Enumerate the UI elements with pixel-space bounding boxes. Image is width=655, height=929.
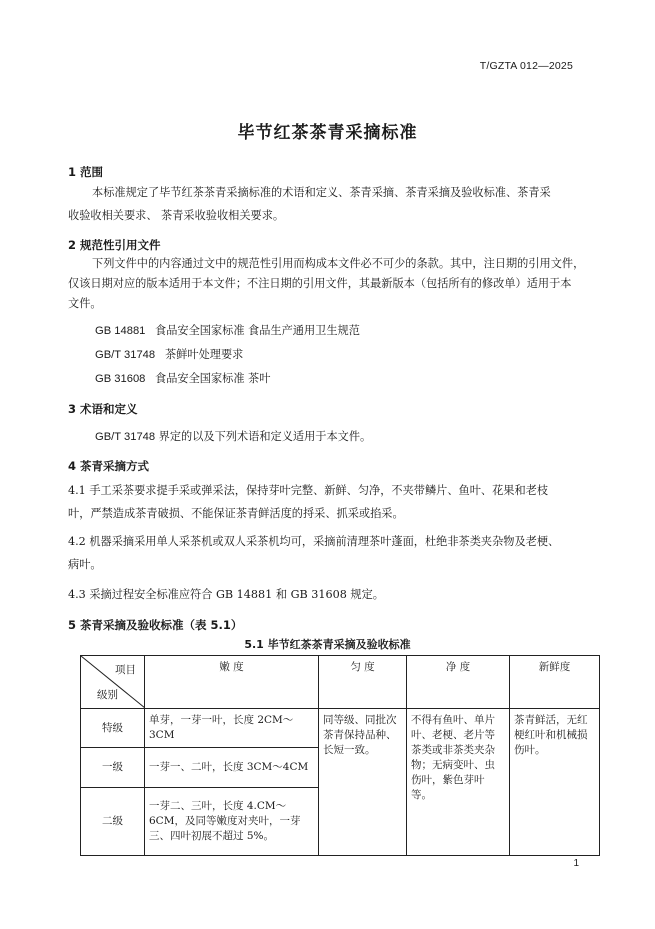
reference-item [95, 322, 360, 338]
cleanliness-cell: 不得有鱼叶、单片叶、老梗、老片等茶类或非茶类夹杂物；无病变叶、虫伤叶，紫色芽叶等。 [407, 709, 510, 856]
clause-4-1-line-2: 叶，严禁造成茶青破损、不能保证茶青鲜活度的捋采、抓采或掐采。 [68, 507, 404, 520]
tenderness-cell: 一芽二、三叶，长度 4.CM～6CM，及同等嫩度对夹叶，一芽三、四叶初展不超过 5%。 [145, 788, 319, 856]
grade-cell: 特级 [81, 709, 145, 748]
clause-4-2-line-2: 病叶。 [68, 558, 102, 571]
clause-4-1-line-1: 4.1 手工采茶要求提手采或弹采法，保持芽叶完整、新鲜、匀净，不夹带鳞片、鱼叶、花果和老枝 [68, 484, 549, 497]
header-item-label: 项目 [115, 664, 136, 676]
acceptance-table [80, 655, 600, 856]
section-3-code: GB/T 31748 [95, 431, 156, 443]
table-caption: 5.1 毕节红茶茶青采摘及验收标准 [244, 638, 411, 651]
tenderness-cell: 一芽一、二叶，长度 3CM～4CM [145, 748, 319, 788]
section-3-heading: 3 术语和定义 [68, 402, 138, 416]
section-4-heading: 4 茶青采摘方式 [68, 459, 150, 473]
reference-title: 食品安全国家标准 茶叶 [155, 372, 271, 385]
section-3-body [95, 428, 371, 444]
freshness-cell: 茶青鲜活，无红梗红叶和机械损伤叶。 [510, 709, 600, 856]
section-2-line-1: 下列文件中的内容通过文中的规范性引用而构成本文件必不可少的条款。其中，注日期的引用文件， [92, 257, 585, 270]
section-5-heading: 5 茶青采摘及验收标准（表 5.1） [68, 618, 243, 632]
reference-title: 食品安全国家标准 食品生产通用卫生规范 [155, 324, 360, 337]
grade-cell: 一级 [81, 748, 145, 788]
page-title: 毕节红茶茶青采摘标准 [237, 123, 418, 143]
header-tenderness: 嫩 度 [145, 656, 319, 709]
table-row [81, 709, 600, 748]
section-1-heading: 1 范围 [68, 165, 104, 179]
header-grade-label: 级别 [97, 689, 118, 701]
page-number: 1 [573, 858, 579, 869]
tenderness-cell: 单芽，一芽一叶，长度 2CM～3CM [145, 709, 319, 748]
section-2-line-2: 仅该日期对应的版本适用于本文件；不注日期的引用文件，其最新版本（包括所有的修改单）适用于本 [68, 277, 572, 290]
reference-title: 茶鲜叶处理要求 [165, 348, 244, 361]
section-2-line-3: 文件。 [68, 297, 102, 310]
reference-code: GB 31608 [95, 373, 146, 385]
reference-item [95, 370, 270, 386]
clause-4-3: 4.3 采摘过程安全标准应符合 GB 14881 和 GB 31608 规定。 [68, 588, 384, 601]
grade-cell: 二级 [81, 788, 145, 856]
section-2-heading: 2 规范性引用文件 [68, 238, 161, 252]
section-3-text: 界定的以及下列术语和定义适用于本文件。 [155, 430, 372, 443]
standard-code: T/GZTA 012—2025 [479, 60, 573, 72]
uniformity-cell: 同等级、同批次茶青保持品种、长短一致。 [319, 709, 407, 856]
table-header-row [81, 656, 600, 709]
clause-4-2-line-1: 4.2 机器采摘采用单人采茶机或双人采茶机均可，采摘前清理茶叶蓬面，杜绝非茶类夹杂物及老梗、 [68, 535, 560, 548]
header-uniformity: 匀 度 [319, 656, 407, 709]
header-cleanliness: 净 度 [407, 656, 510, 709]
reference-item [95, 346, 243, 362]
reference-code: GB/T 31748 [95, 349, 156, 361]
section-1-line-2: 收验收相关要求、 茶青采收验收相关要求。 [68, 209, 285, 222]
section-1-line-1: 本标准规定了毕节红茶茶青采摘标准的术语和定义、茶青采摘、茶青采摘及验收标准、茶青采 [92, 186, 551, 199]
header-diagonal-cell [81, 656, 145, 709]
reference-code: GB 14881 [95, 325, 146, 337]
header-freshness: 新鲜度 [510, 656, 600, 709]
